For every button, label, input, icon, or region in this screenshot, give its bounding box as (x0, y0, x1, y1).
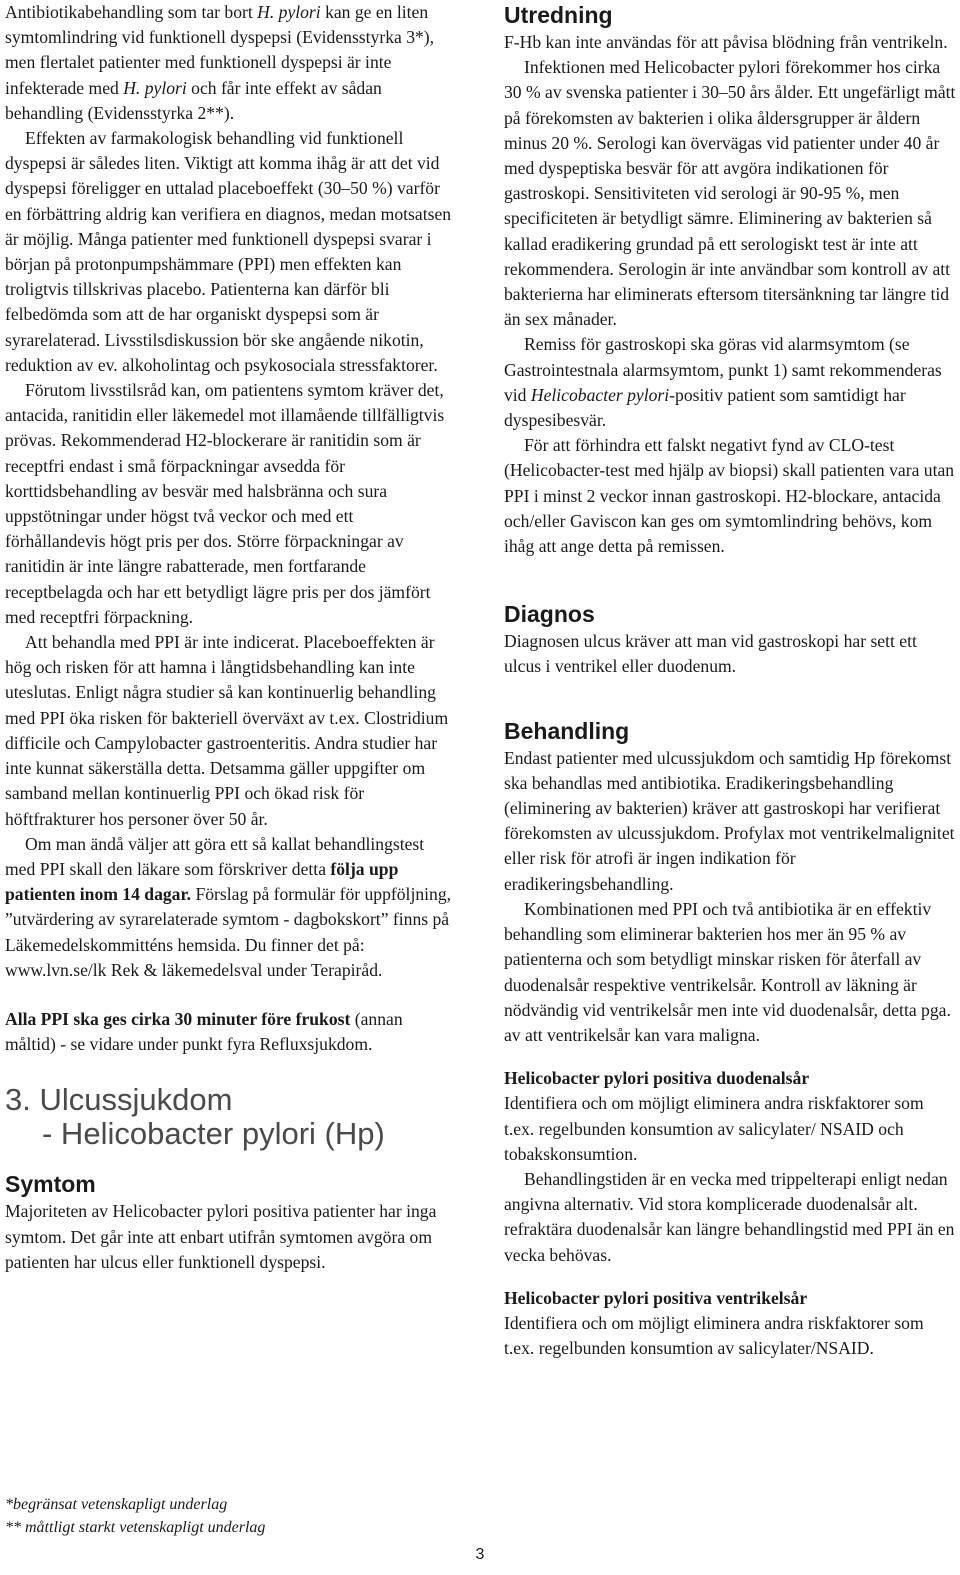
text-run: (annan måltid) - se vidare under punkt fyra Refluxsjukdom. (5, 1008, 403, 1055)
paragraph-behandlingstest (5, 832, 456, 983)
section-heading-utredning: Utredning (504, 2, 613, 28)
bold-text: följa upp patienten inom 14 dagar. (5, 858, 399, 905)
text-run: -positiv patient som samtidigt har dyspesibesvär. (504, 384, 906, 431)
italic-term: H. pylori (257, 2, 321, 22)
subheading-duodenalsar: Helicobacter pylori positiva duodenalsår (504, 1068, 810, 1089)
paragraph-infektion: Infektionen med Helicobacter pylori förekommer hos cirka 30 % av svenska patienter i 30–50 års ålder. Ett ungefärligt mått på förekomsten av bakterien i olika åldersgrupper är åldern minus 20 %. Serologi kan övervägas vid patienter under 40 år med dyspeptiska besvär för att avgöra indikationen för gastroskopi. Sensitiviteten vid serologi är 90-95 %, men specificiteten är betydligt sämre. Eliminering av bakterien så kallad eradikering grundad på ett serologiskt test är inte att rekommendera. Serologin är inte användbar som kontroll av att bakterierna har eliminerats eftersom titersänkning tar längre tid än sex månader. (504, 57, 956, 330)
paragraph-ppi-timing (5, 1007, 456, 1057)
footnotes (5, 1493, 456, 1539)
paragraph-clo-test: För att förhindra ett falskt negativt fynd av CLO-test (Helicobacter-test med hjälp av biopsi) skall patienten vara utan PPI i minst 2 veckor innan gastroskopi. H2-blockare, antacida och/eller Gaviscon kan ges om symtomlindring behövs, kom ihåg att ange detta på remissen. (504, 435, 955, 557)
subheading-ventrikelsar: Helicobacter pylori positiva ventrikelsår (504, 1287, 808, 1308)
italic-term: Helicobacter pylori (530, 384, 670, 405)
section-heading-diagnos: Diagnos (504, 601, 595, 628)
paragraph-remiss (504, 332, 956, 433)
paragraph-diagnos: Diagnosen ulcus kräver att man vid gastroskopi har sett ett ulcus i ventrikel eller duodenum. (504, 631, 917, 677)
paragraph-kombination: Kombinationen med PPI och två antibiotika är en effektiv behandling som eliminerar bakterien hos mer än 95 % av patienterna och som betydligt minskar risken för återfall av duodenalsår respektive ventrikelsår. Kontroll av läkning är nödvändig vid ventrikelsår men inte vid duodenalsår, detta pga. av att ventrikelsår kan vara maligna. (504, 898, 951, 1045)
paragraph-symtom: Majoriteten av Helicobacter pylori positiva patienter har inga symtom. Det går inte att enbart utifrån symtomen avgöra om patienten har ulcus eller funktionell dyspepsi. (5, 1201, 437, 1272)
text-run: och får inte effekt av sådan behandling (Evidensstyrka 2**). (5, 77, 382, 123)
section-heading-symtom: Symtom (5, 1171, 96, 1198)
paragraph-duodenal-risk: Identifiera och om möjligt eliminera andra riskfaktorer som t.ex. regelbunden konsumtion av salicylater/ NSAID och tobakskonsumtion. (504, 1093, 924, 1164)
paragraph-effekten: Effekten av farmakologisk behandling vid funktionell dyspepsi är således liten. Viktigt att komma ihåg är att det vid dyspepsi föreligger en uttalad placeboeffekt (30–50 %) varför en förbättring aldrig kan verifiera en diagnos, medan motsatsen är möjlig. Många patienter med funktionell dyspepsi svarar i början på protonpumpshämmare (PPI) men effekten kan troligtvis tillskrivas placebo. Patienterna kan därför bli felbedömda som att de har organiskt dyspepsi som är syrarelaterad. Livsstilsdiskussion bör ske angående nikotin, reduktion av ev. alkoholintag och psykosociala stressfaktorer. (5, 128, 452, 375)
chapter-title (5, 1083, 456, 1151)
chapter-title-line1: 3. Ulcussjukdom (5, 1082, 233, 1118)
chapter-title-line2: - Helicobacter pylori (Hp) (42, 1116, 385, 1152)
text-run: Remiss för gastroskopi ska göras vid alarmsymtom (se Gastrointestnala alarmsymtom, punkt 1) samt rekommenderas vid (504, 334, 942, 405)
text-run: Antibiotikabehandling som tar bort (5, 2, 258, 22)
italic-term: H. pylori (123, 77, 187, 98)
paragraph-duodenal-tid: Behandlingstiden är en vecka med trippelterapi enligt nedan angivna alternativ. Vid stora komplicerade duodenalsår alt. refraktära duodenalsår kan längre behandlingstid med PPI än en vecka behövas. (504, 1168, 955, 1265)
paragraph-ventrikel-risk: Identifiera och om möjligt eliminera andra riskfaktorer som t.ex. regelbunden konsumtion av salicylater/NSAID. (504, 1312, 924, 1359)
footnote-2: ** måttligt starkt vetenskapligt underlag (5, 1519, 266, 1536)
paragraph-livsstilsrad: Förutom livsstilsråd kan, om patientens symtom kräver det, antacida, ranitidin eller läkemedel mot illamående tillfälligtvis prövas. Rekommenderad H2-blockerare är ranitidin som är receptfri endast i små förpackningar avsedda för korttidsbehandling av besvär med halsbränna och sura uppstötningar under högst två veckor och med ett förhållandevis högt pris per dos. Större förpackningar av ranitidin är inte längre rabatterade, men fortfarande receptbelagda och har ett betydligt lägre pris per dos jämfört med receptfri förpackning. (5, 380, 445, 627)
text-run: kan ge en liten symtomlindring vid funktionell dyspepsi (Evidensstyrka 3*), men flertalet patienter med funktionell dyspepsi är inte infekterade med (5, 2, 435, 98)
page-number: 3 (475, 1546, 485, 1563)
bold-text: Alla PPI ska ges cirka 30 minuter före frukost (5, 1008, 351, 1029)
paragraph-ppi: Att behandla med PPI är inte indicerat. Placeboeffekten är hög och risken för att hamna i långtidsbehandling kan inte uteslutas. Enligt några studier så kan kontinuerlig behandling med PPI öka risken för bakteriell överväxt av t.ex. Clostridium difficile och Campylobacter gastroenteritis. Andra studier har inte kunnat säkerställa detta. Detsamma gäller uppgifter om samband mellan kontinuerlig PPI och ökad risk för höftfrakturer hos personer över 50 år. (5, 632, 449, 829)
paragraph-fhb: F-Hb kan inte användas för att påvisa blödning från ventrikeln. (504, 32, 948, 52)
text-run: Förslag på formulär för uppföljning, ”utvärdering av syrarelaterade symtom - dagbokskort” finns på Läkemedelskommitténs hemsida. Du finner det på: www.lvn.se/lk Rek & läkemedelsval under Terapiråd. (5, 884, 452, 980)
right-column (504, 0, 956, 1361)
left-column (5, 0, 456, 1275)
text-run: Om man ändå väljer att göra ett så kallat behandlingstest med PPI skall den läkare som förskriver detta (5, 833, 425, 879)
paragraph-behandling: Endast patienter med ulcussjukdom och samtidig Hp förekomst ska behandlas med antibiotika. Eradikeringsbehandling (eliminering av bakterien) kräver att gastroskopi har verifierat förekomsten av ulcussjukdom. Profylax mot ventrikelmalignitet eller risk för atrofi är ingen indikation för eradikeringsbehandling. (504, 747, 955, 894)
paragraph-antibiotika (5, 0, 456, 126)
section-heading-behandling: Behandling (504, 717, 630, 744)
footnote-1: *begränsat vetenskapligt underlag (5, 1496, 228, 1513)
